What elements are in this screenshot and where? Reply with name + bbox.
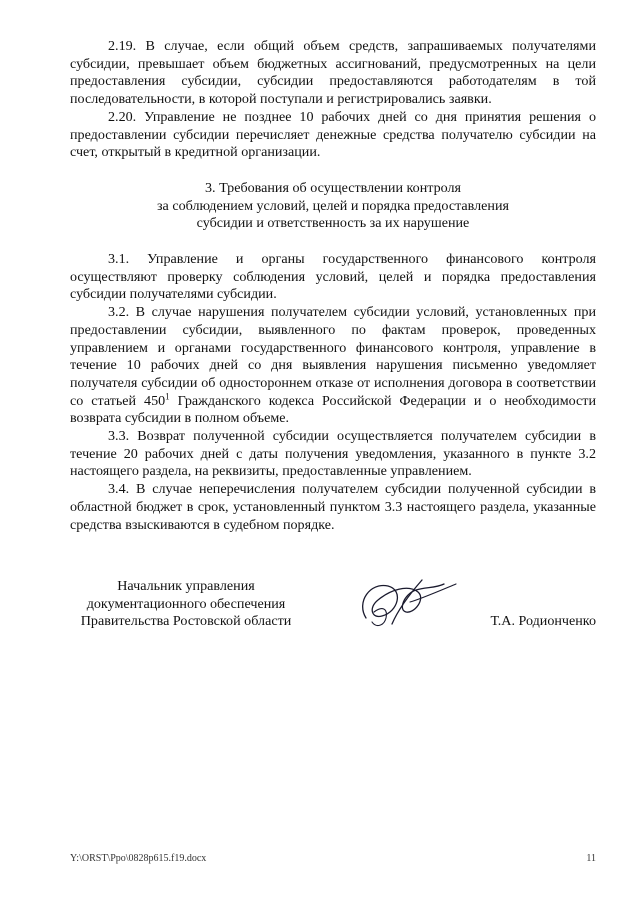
page-number: 11 — [586, 853, 596, 864]
signatory-name: Т.А. Родионченко — [490, 613, 596, 629]
signatory-title-line: документационного обеспечения — [86, 595, 286, 612]
document-body — [70, 38, 596, 534]
handwritten-signature — [352, 572, 462, 634]
paragraph-3-4: 3.4. В случае неперечисления получателем субсидии полученной субсидии в областной бюджет в срок, установленный пунктом 3.3 настоящего раздела, указанные средства взыскиваются в судебном порядке. — [70, 481, 596, 533]
section-heading-line: 3. Требования об осуществлении контроля — [204, 179, 461, 196]
signatory-title — [70, 578, 302, 631]
paragraph-3-2-text-a: 3.2. В случае нарушения получателем субсидии условий, установленных при предоставлении субсидии, выявленного по фактам проверок, проведенных управлением и органами государственного финансового контроля, управление в течение 10 рабочих дней со дня выявления нарушения письменно уведомляет получателя субсидии об одностороннем отказе от исполнения договора в соответствии со статьей 450 — [70, 304, 596, 409]
signatory-title-line: Начальник управления — [117, 578, 255, 594]
paragraph-3-1: 3.1. Управление и органы государственного финансового контроля осуществляют проверку соблюдения условий, целей и порядка предоставления субсидии получателями субсидии. — [70, 251, 596, 303]
section-heading-line: за соблюдением условий, целей и порядка предоставления — [156, 197, 509, 214]
paragraph-3-2-text-b: Гражданского кодекса Российской Федерации и о необходимости возврата субсидии в полном объеме. — [70, 392, 596, 427]
signature-block — [70, 578, 596, 638]
paragraph-3-2 — [70, 304, 596, 428]
paragraph-2-20: 2.20. Управление не позднее 10 рабочих дней со дня принятия решения о предоставлении субсидии перечисляет денежные средства получателю субсидии на счет, открытый в кредитной организации. — [70, 108, 596, 161]
section-3-heading — [70, 180, 596, 233]
paragraph-3-3: 3.3. Возврат полученной субсидии осуществляется получателем субсидии в течение 20 рабочих дней с даты получения уведомления, указанного в пункте 3.2 настоящего раздела, на реквизиты, предоставленные управлением. — [70, 428, 596, 480]
footnote-superscript: 1 — [165, 390, 170, 401]
footer-file-path: Y:\ORST\Ppo\0828p615.f19.docx — [70, 853, 207, 864]
signatory-title-line: Правительства Ростовской области — [80, 613, 292, 630]
paragraph-2-19: 2.19. В случае, если общий объем средств, запрашиваемых получателями субсидии, превышает объем бюджетных ассигнований, предусмотренных на цели предоставления субсидии, субсидии предоставляются работодателям в той последовательности, в которой поступали и регистрировались заявки. — [70, 38, 596, 108]
section-heading-line: субсидии и ответственность за их нарушение — [196, 215, 470, 232]
